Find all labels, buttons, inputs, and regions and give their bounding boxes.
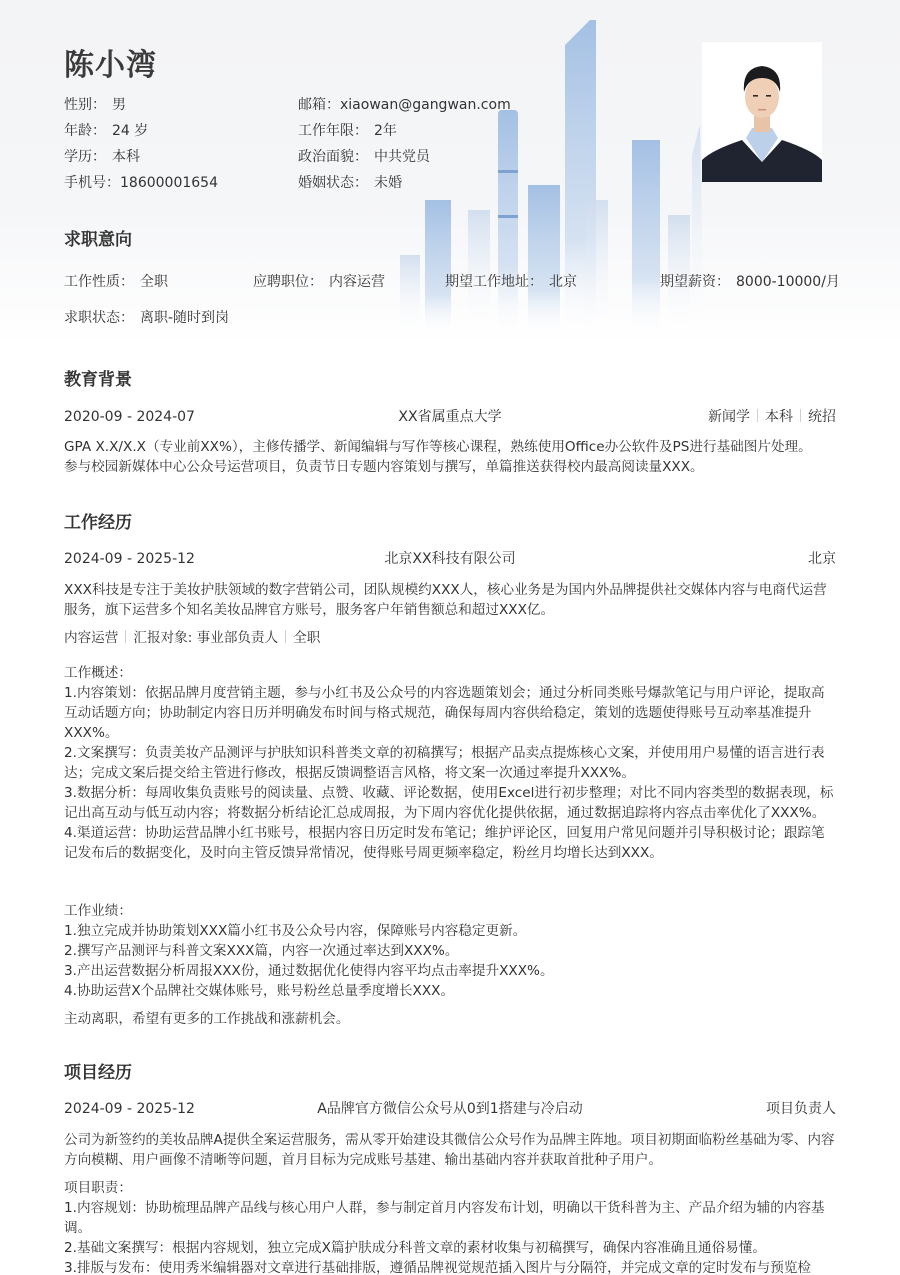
work-entry-header [64,549,836,569]
achievement-item: 4.协助运营X个品牌社交媒体账号，账号粉丝总量季度增长XXX。 [64,983,455,999]
duties-title: 项目职责： [64,1180,132,1196]
education-line: 参与校园新媒体中心公众号运营项目，负责节日专题内容策划与撰写，单篇推送获得校内最高阅读量XXX。 [64,459,704,475]
job-intent-row [64,271,840,293]
intent-label: 期望薪资： [660,274,730,290]
info-value: 中共党员 [374,149,430,165]
duty-item: 2.基础文案撰写：根据内容规划，独立完成X篇护肤成分科普文章的素材收集与初稿撰写，确保内容准确且通俗易懂。 [64,1240,766,1256]
info-value: 2年 [374,123,397,139]
info-row [64,120,524,146]
work-company-intro [64,580,838,620]
overview-item: 4.渠道运营：协助运营品牌小红书账号，根据内容日历定时发布笔记；维护评论区，回复用户常见问题并引导积极讨论；跟踪笔记发布后的数据变化，及时向主管反馈异常情况，使得账号周更频率稳定，粉丝月均增长达到XXX。 [64,825,825,861]
achievement-item: 2.撰写产品测评与科普文案XXX篇，内容一次通过率达到XXX%。 [64,943,459,959]
info-value: 未婚 [374,175,402,191]
intent-label: 应聘职位： [253,274,323,290]
section-title-projects: 项目经历 [64,1063,132,1083]
info-age [64,120,148,142]
tag-role: 内容运营 [64,630,119,646]
info-gender [64,94,126,116]
tag-major: 新闻学 [708,409,750,425]
divider [757,409,758,422]
intent-value: 8000-10000/月 [736,274,840,290]
basic-info [64,94,524,198]
education-entry-header [64,407,836,427]
education-period: 2020-09 - 2024-07 [64,409,195,425]
info-education [64,146,140,168]
info-value: 男 [112,97,126,113]
tag-report-to: 汇报对象: 事业部负责人 [133,630,279,646]
project-intro [64,1130,838,1170]
achievement-item: 3.产出运营数据分析周报XXX份，通过数据优化使得内容平均点击率提升XXX%。 [64,963,554,979]
tag-type: 全职 [293,630,321,646]
intent-position [253,271,385,293]
info-label: 学历： [64,149,106,165]
leave-reason-text: 主动离职，希望有更多的工作挑战和涨薪机会。 [64,1011,350,1027]
education-description [64,437,838,477]
intent-label: 期望工作地址： [445,274,543,290]
info-value: 本科 [112,149,140,165]
info-label: 手机号： [64,175,120,191]
project-entry-header [64,1099,836,1119]
education-line: GPA X.X/X.X（专业前XX%），主修传播学、新闻编辑与写作等核心课程，熟练使用Office办公软件及PS进行基础图片处理。 [64,439,812,455]
intent-label: 工作性质： [64,274,134,290]
info-value: 24 岁 [112,123,149,139]
section-title-education: 教育背景 [64,370,132,390]
info-label: 婚姻状态： [298,175,368,191]
tag-enrollment: 统招 [808,409,836,425]
intent-value: 北京 [549,274,577,290]
work-leave-reason [64,1009,838,1029]
overview-title: 工作概述： [64,665,132,681]
portrait-icon [702,42,822,182]
info-marital [298,172,402,194]
info-value: xiaowan@gangwan.com [340,97,511,113]
intent-location [445,271,577,293]
info-label: 工作年限： [298,123,368,139]
profile-photo [702,42,822,182]
section-title-work: 工作经历 [64,513,132,533]
intent-status [64,307,229,329]
achievements-title: 工作业绩： [64,903,132,919]
info-label: 政治面貌： [298,149,368,165]
project-duties [64,1178,838,1275]
info-email [298,94,511,116]
work-overview [64,663,838,863]
info-value: 18600001654 [120,175,218,191]
project-intro-text: 公司为新签约的美妆品牌A提供全案运营服务，需从零开始建设其微信公众号作为品牌主阵地。项目初期面临粉丝基础为零、内容方向模糊、用户画像不清晰等问题，首月目标为完成账号基建、输出基础内容并获取首批种子用户。 [64,1132,835,1168]
info-political [298,146,430,168]
work-achievements [64,901,838,1001]
info-row [64,146,524,172]
info-label: 性别： [64,97,106,113]
project-role: 项目负责人 [766,1101,836,1117]
overview-item: 2.文案撰写：负责美妆产品测评与护肤知识科普类文章的初稿撰写；根据产品卖点提炼核心文案，并使用用户易懂的语言进行表达；完成文案后提交给主管进行修改，根据反馈调整语言风格，将文案一次通过率提升XXX%。 [64,745,825,781]
info-label: 邮箱： [298,97,340,113]
info-row [64,172,524,198]
intent-value: 内容运营 [329,274,385,290]
duty-item: 3.排版与发布：使用秀米编辑器对文章进行基础排版，遵循品牌视觉规范插入图片与分隔符，并完成文章的定时发布与预览检 [64,1260,812,1275]
section-title-job-intent: 求职意向 [64,230,132,250]
work-tags [64,628,838,648]
work-company: 北京XX科技有限公司 [384,551,516,567]
work-intro-text: XXX科技是专注于美妆护肤领域的数字营销公司，团队规模约XXX人，核心业务是为国内外品牌提供社交媒体内容与电商代运营服务，旗下运营多个知名美妆品牌官方账号，服务客户年销售额总和超过XXX亿。 [64,582,827,618]
info-row [64,94,524,120]
intent-salary [660,271,840,293]
education-tags [708,407,836,427]
work-city: 北京 [808,551,836,567]
divider [800,409,801,422]
work-period: 2024-09 - 2025-12 [64,551,195,567]
divider [125,630,126,643]
project-period: 2024-09 - 2025-12 [64,1101,195,1117]
achievement-item: 1.独立完成并协助策划XXX篇小红书及公众号内容，保障账号内容稳定更新。 [64,923,527,939]
tag-degree: 本科 [765,409,793,425]
work-tags-line [64,628,838,648]
project-name: A品牌官方微信公众号从0到1搭建与冷启动 [317,1101,583,1117]
intent-value: 全职 [140,274,168,290]
duty-item: 1.内容规划：协助梳理品牌产品线与核心用户人群，参与制定首月内容发布计划，明确以干货科普为主、产品介绍为辅的内容基调。 [64,1200,825,1236]
overview-item: 3.数据分析：每周收集负责账号的阅读量、点赞、收藏、评论数据，使用Excel进行初步整理；对比不同内容类型的数据表现，标记出高互动与低互动内容；将数据分析结论汇总成周报，为下周内容优化提供依据，通过数据追踪将内容点击率优化了XXX%。 [64,785,834,821]
job-intent-row [64,307,836,329]
education-school: XX省属重点大学 [398,409,502,425]
candidate-name: 陈小湾 [64,48,157,83]
intent-value: 离职-随时到岗 [140,310,230,326]
intent-job-type [64,271,168,293]
intent-label: 求职状态： [64,310,134,326]
overview-item: 1.内容策划：依据品牌月度营销主题，参与小红书及公众号的内容选题策划会；通过分析同类账号爆款笔记与用户评论，提取高互动话题方向；协助制定内容日历并明确发布时间与格式规范，确保每周内容供给稳定，策划的选题使得账号互动率基准提升XXX%。 [64,685,825,741]
info-years [298,120,397,142]
info-phone [64,172,218,194]
divider [285,630,286,643]
info-label: 年龄： [64,123,106,139]
